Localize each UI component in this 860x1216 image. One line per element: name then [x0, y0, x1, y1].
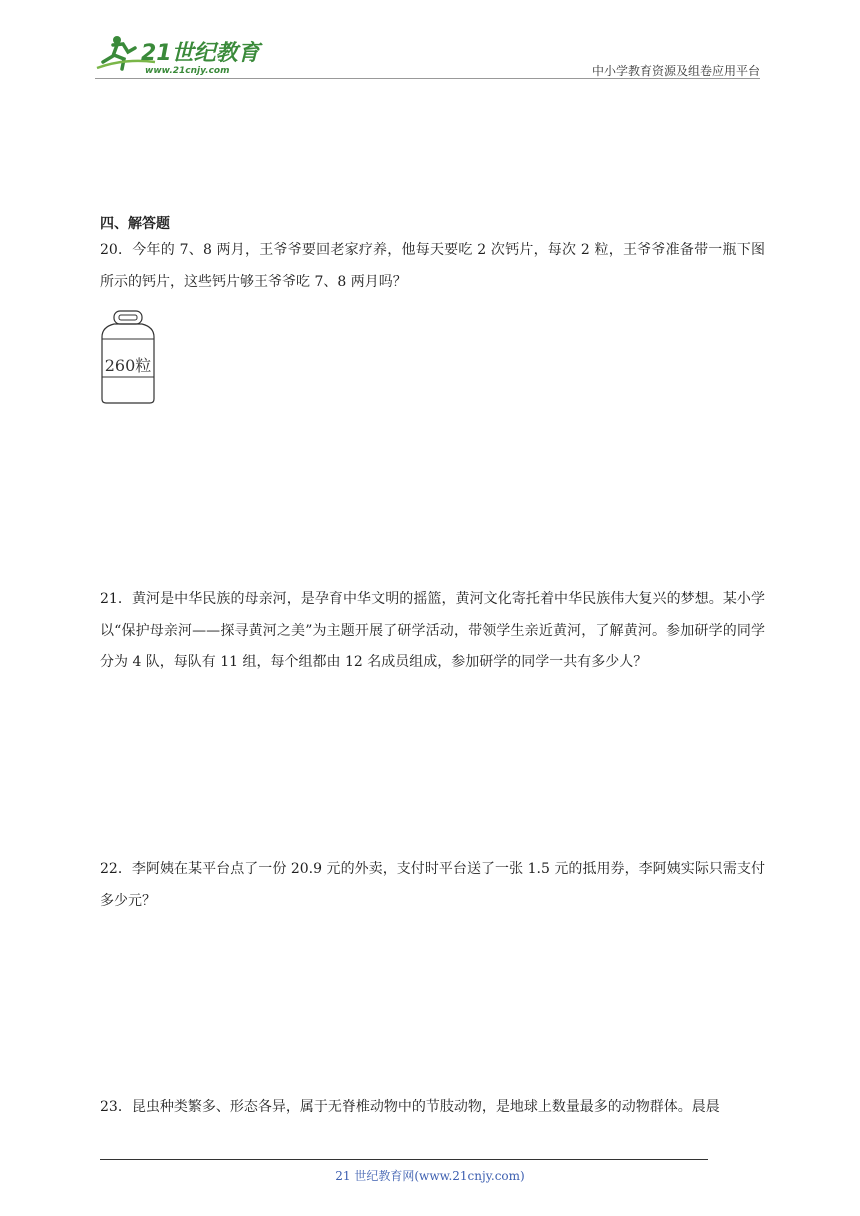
question-20: [100, 235, 765, 298]
site-logo: [95, 32, 265, 77]
question-23: [100, 1092, 765, 1124]
page-header: [95, 32, 760, 80]
calcium-bottle-image: [100, 309, 156, 405]
footer-text: 21 世纪教育网(www.21cnjy.com): [335, 1169, 525, 1183]
platform-name: 中小学教育资源及组卷应用平台: [591, 64, 760, 78]
logo-wordmark: 21世纪教育: [141, 41, 260, 66]
footer-divider: [100, 1159, 708, 1160]
bottle-label: 260粒: [104, 356, 152, 375]
question-text: 23．昆虫种类繁多、形态各异，属于无脊椎动物中的节肢动物，是地球上数量最多的动物群体。晨晨: [100, 1099, 720, 1115]
question-21: [100, 584, 765, 679]
question-text: 20．今年的 7、8 两月，王爷爷要回老家疗养，他每天要吃 2 次钙片，每次 2 粒，王爷爷准备带一瓶下图所示的钙片，这些钙片够王爷爷吃 7、8 两月吗？: [100, 242, 765, 290]
section-heading: 四、解答题: [100, 216, 170, 232]
header-divider: [95, 78, 760, 79]
question-text: 22．李阿姨在某平台点了一份 20.9 元的外卖，支付时平台送了一张 1.5 元的抵用券，李阿姨实际只需支付多少元？: [100, 861, 765, 909]
logo-url: www.21cnjy.com: [145, 66, 230, 76]
question-22: [100, 854, 765, 917]
question-text: 21．黄河是中华民族的母亲河，是孕育中华文明的摇篮，黄河文化寄托着中华民族伟大复兴的梦想。某小学以“保护母亲河——探寻黄河之美”为主题开展了研学活动，带领学生亲近黄河，了解黄河。参加研学的同学分为 4 队，每队有 11 组，每个组都由 12 名成员组成，参加研学的同学一共有多少人？: [100, 591, 765, 670]
